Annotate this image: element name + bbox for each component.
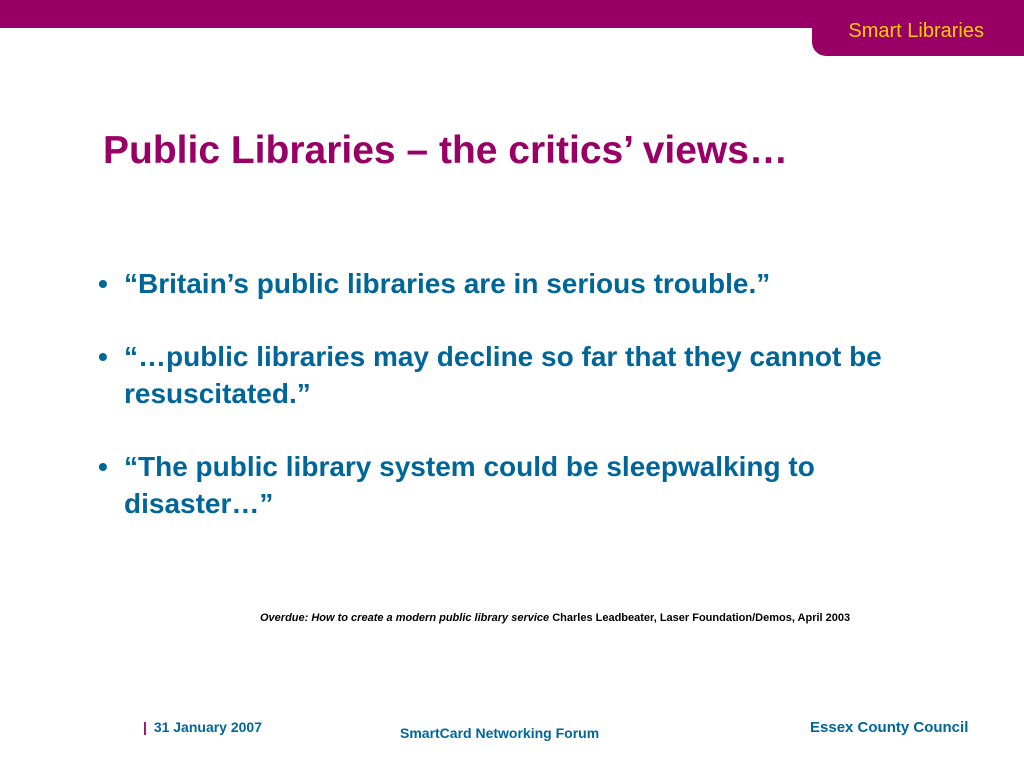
- footer-separator: |: [143, 719, 147, 735]
- brand-tab: [812, 0, 1024, 56]
- footer-date-block: [143, 719, 262, 735]
- footer-date: 31 January 2007: [153, 719, 263, 735]
- brand-label: Smart Libraries: [848, 20, 984, 42]
- bullet-marker: •: [98, 341, 108, 372]
- quote-text: “Britain’s public libraries are in serious trouble.”: [124, 268, 771, 299]
- quote-text: “…public libraries may decline so far that they cannot be resuscitated.”: [124, 341, 882, 409]
- footer-organisation: Essex County Council: [810, 719, 969, 736]
- quote-list: [98, 265, 958, 558]
- citation-source: Charles Leadbeater, Laser Foundation/Demos, April 2003: [552, 612, 851, 624]
- slide-title: Public Libraries – the critics’ views…: [103, 129, 788, 172]
- bullet-marker: •: [98, 451, 108, 482]
- quote-bullet-3: [98, 448, 958, 522]
- source-citation: [260, 612, 960, 624]
- citation-title: Overdue: How to create a modern public library service: [260, 612, 550, 624]
- quote-bullet-1: [98, 265, 958, 302]
- bullet-marker: •: [98, 268, 108, 299]
- quote-text: “The public library system could be sleepwalking to disaster…”: [124, 451, 815, 519]
- quote-bullet-2: [98, 338, 958, 412]
- footer-event: SmartCard Networking Forum: [400, 725, 600, 741]
